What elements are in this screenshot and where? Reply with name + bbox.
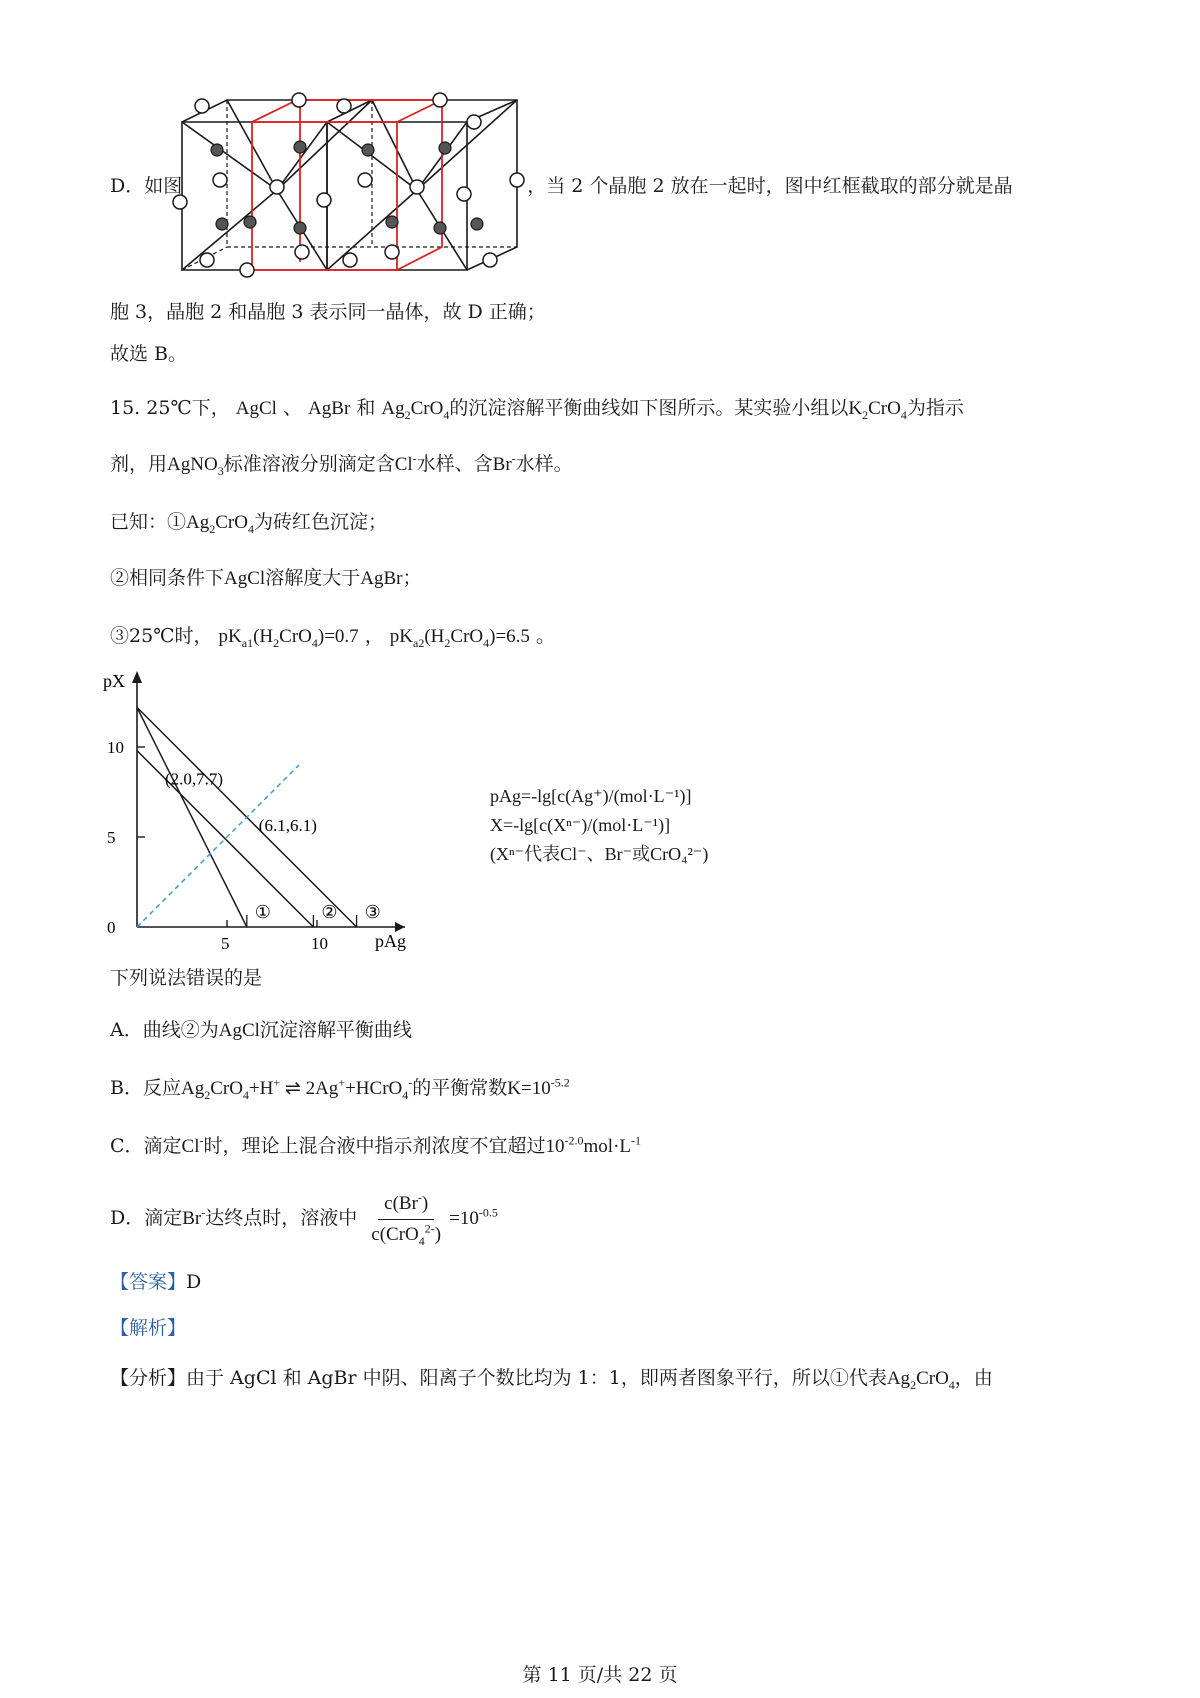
series-line-1 (137, 707, 247, 927)
x-tick-label-10: 10 (311, 934, 328, 953)
y-axis-label: pX (103, 671, 125, 691)
known-1: 已知：$①Ag_2CrO_4$为砖红色沉淀； (110, 511, 387, 536)
fenxi-line: 【分析】由于 AgCl 和 AgBr 中阴、阳离子个数比均为 1：1，即两者图象平行，所以①代表$Ag_2CrO_4$，由 (110, 1367, 993, 1392)
y-tick-label-10: 10 (107, 738, 124, 757)
page-footer: 第 11 页/共 22 页 (522, 1664, 678, 1686)
x-tick-label-5: 5 (221, 934, 230, 953)
option-b: B．反应$Ag_2CrO_4+H^+$ ⇌ 2Ag++HCrO$_4$-的平衡常数$K=10^{-5.2}$ (110, 1075, 570, 1102)
legend-line-3: (Xⁿ⁻代表Cl⁻、Br⁻或CrO₄²⁻) (490, 844, 709, 864)
y-axis-arrow (132, 671, 142, 683)
curve-label-2: ② (321, 902, 338, 922)
solubility-chart (95, 665, 425, 965)
chart-legend (490, 782, 708, 869)
concentration-fraction: $\frac{c(Br^-)}{c(CrO_4^{2-})}$ (371, 1190, 442, 1248)
q15-stem-line1: 15. 25℃下， AgCl 、 AgBr 和 $Ag_2CrO_4$的沉淀溶解平衡曲线如下图所示。某实验小组以$K_2CrO_4$为指示 (110, 397, 964, 422)
curve-label-1: ① (254, 902, 271, 922)
option-d: D．滴定Br-达终点时，溶液中 $\frac{c(Br^-)}{c(CrO_4^{2-})}$ $=10^{-0.5}$ (110, 1190, 498, 1248)
question-prompt: 下列说法错误的是 (110, 967, 263, 989)
q15-stem-line2: 剂，用AgNO$_3$标准溶液分别滴定含Cl-水样、含Br-水样。 (110, 451, 573, 478)
legend-line-2: X=-lg[c(Xⁿ⁻)/(mol·L⁻¹)] (490, 815, 671, 835)
legend-line-1: pAg=-lg[c(Ag⁺)/(mol·L⁻¹)] (490, 786, 692, 806)
option-c: C．滴定Cl-时，理论上混合液中指示剂浓度不宜超过$10^{-2.0}mol\cdot L^{-1}$ (110, 1133, 642, 1157)
analysis-heading: 【解析】 (110, 1317, 187, 1339)
annotation-point-1: (2.0,7.7) (165, 769, 224, 789)
option-a: A．曲线②为AgCl沉淀溶解平衡曲线 (110, 1019, 412, 1041)
known-2: ②相同条件下AgCl溶解度大于AgBr； (110, 567, 422, 589)
option-d-prev-line1: D．如图 ，当 2 个晶胞 2 放在一起时，图中红框截取的部分就是晶 (110, 175, 1013, 197)
conclusion: 故选 B。 (110, 343, 188, 365)
y-tick-label-0: 0 (107, 918, 116, 937)
option-d-prev-line2: 胞 3，晶胞 2 和晶胞 3 表示同一晶体，故 D 正确； (110, 301, 546, 323)
known-3: ③25℃时， $pK_{a1}(H_2CrO_4)=0.7$ ， $pK_{a2}(H_2CrO_4)=6.5$ 。 (110, 625, 555, 650)
curve-label-3: ③ (364, 902, 381, 922)
annotation-point-2: (6.1,6.1) (258, 816, 317, 836)
x-axis-label: pAg (375, 931, 406, 951)
answer-line: 【答案】D (110, 1271, 202, 1293)
y-tick-label-5: 5 (107, 828, 116, 847)
